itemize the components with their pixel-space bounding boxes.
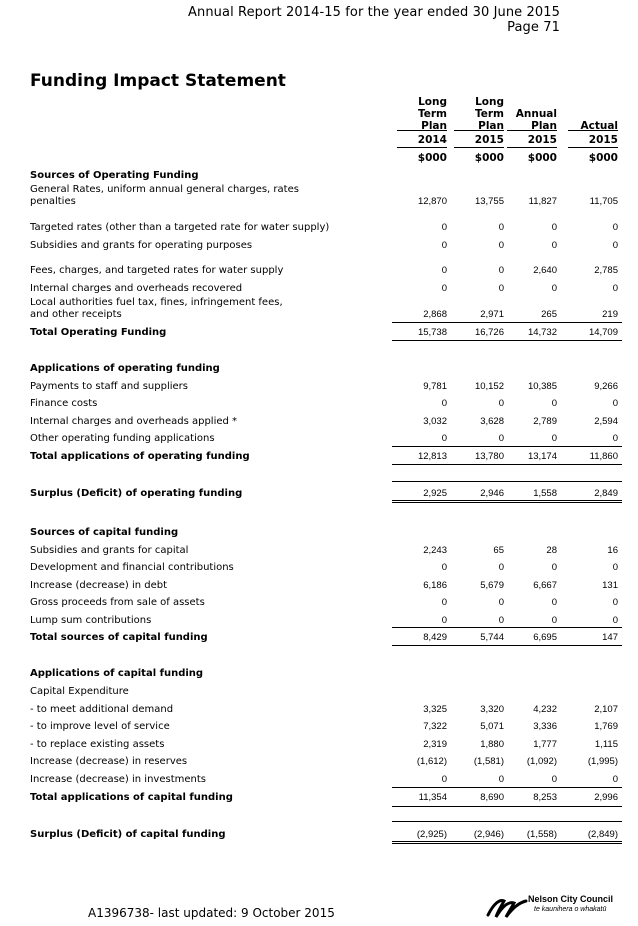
row-label: Payments to staff and suppliers bbox=[30, 381, 188, 392]
table-cell: 65 bbox=[493, 545, 504, 556]
total-rule bbox=[392, 340, 622, 341]
section-label: Total applications of capital funding bbox=[30, 792, 233, 803]
table-cell: 10,152 bbox=[474, 381, 504, 392]
table-cell: 12,813 bbox=[417, 451, 447, 462]
table-cell: (2,946) bbox=[473, 829, 504, 840]
table-cell: 0 bbox=[612, 597, 618, 608]
table-cell: 0 bbox=[498, 433, 504, 444]
row-label: Increase (decrease) in investments bbox=[30, 774, 206, 785]
row-label: Local authorities fuel tax, fines, infringement fees, and other receipts bbox=[30, 297, 283, 320]
surplus-double-rule bbox=[392, 502, 622, 503]
row-label: Gross proceeds from sale of assets bbox=[30, 597, 205, 608]
table-cell: 9,781 bbox=[423, 381, 447, 392]
section-label: Surplus (Deficit) of capital funding bbox=[30, 829, 226, 840]
table-cell: 0 bbox=[551, 398, 557, 409]
table-cell: 5,679 bbox=[480, 580, 504, 591]
table-cell: 0 bbox=[551, 562, 557, 573]
table-cell: 2,594 bbox=[594, 416, 618, 427]
heading-rule bbox=[397, 130, 447, 131]
table-cell: 0 bbox=[551, 283, 557, 294]
column-year: 2015 bbox=[588, 134, 618, 146]
table-cell: 14,732 bbox=[527, 327, 557, 338]
year-rule bbox=[454, 147, 504, 148]
table-cell: 16,726 bbox=[474, 327, 504, 338]
table-cell: 0 bbox=[498, 222, 504, 233]
surplus-double-rule bbox=[392, 500, 622, 501]
row-label: Increase (decrease) in debt bbox=[30, 580, 168, 591]
row-label: Finance costs bbox=[30, 398, 98, 409]
section-label: Total Operating Funding bbox=[30, 327, 167, 338]
section-label: Total sources of capital funding bbox=[30, 632, 208, 643]
year-rule bbox=[397, 147, 447, 148]
column-year: 2014 bbox=[417, 134, 447, 146]
table-cell: 16 bbox=[607, 545, 618, 556]
subtotal-rule bbox=[392, 787, 622, 788]
table-cell: 0 bbox=[612, 240, 618, 251]
table-cell: 0 bbox=[498, 240, 504, 251]
table-cell: 0 bbox=[551, 222, 557, 233]
table-cell: 2,640 bbox=[533, 265, 557, 276]
table-cell: (1,612) bbox=[416, 756, 447, 767]
table-cell: 0 bbox=[551, 240, 557, 251]
heading-rule bbox=[454, 130, 504, 131]
column-heading bbox=[452, 96, 504, 132]
table-cell: 0 bbox=[551, 615, 557, 626]
column-unit: $000 bbox=[417, 152, 447, 164]
table-cell: 0 bbox=[612, 433, 618, 444]
table-cell: 1,769 bbox=[594, 721, 618, 732]
table-cell: 0 bbox=[612, 398, 618, 409]
row-label: Increase (decrease) in reserves bbox=[30, 756, 188, 767]
table-cell: 5,744 bbox=[480, 632, 504, 643]
council-logo-icon bbox=[486, 895, 528, 919]
table-cell: 0 bbox=[441, 774, 447, 785]
table-cell: 1,558 bbox=[533, 488, 557, 499]
table-cell: 0 bbox=[498, 398, 504, 409]
table-cell: 8,690 bbox=[480, 792, 504, 803]
table-cell: 2,868 bbox=[423, 309, 447, 320]
row-label: Capital Expenditure bbox=[30, 686, 129, 697]
table-cell: (1,581) bbox=[473, 756, 504, 767]
table-cell: 7,322 bbox=[423, 721, 447, 732]
column-year: 2015 bbox=[527, 134, 557, 146]
table-cell: 0 bbox=[551, 433, 557, 444]
table-cell: 6,695 bbox=[533, 632, 557, 643]
table-cell: 13,755 bbox=[474, 196, 504, 207]
subtotal-rule bbox=[392, 446, 622, 447]
table-cell: 0 bbox=[441, 597, 447, 608]
table-cell: 28 bbox=[546, 545, 557, 556]
table-cell: 15,738 bbox=[417, 327, 447, 338]
section-label: Sources of Operating Funding bbox=[30, 170, 199, 181]
column-heading-line: Long bbox=[475, 96, 504, 108]
logo-tagline: te kaunihera o whakatū bbox=[534, 906, 607, 913]
row-label: Subsidies and grants for capital bbox=[30, 545, 189, 556]
table-cell: 2,243 bbox=[423, 545, 447, 556]
table-cell: 2,107 bbox=[594, 704, 618, 715]
table-cell: (1,558) bbox=[526, 829, 557, 840]
table-cell: 2,996 bbox=[594, 792, 618, 803]
subtotal-rule bbox=[392, 627, 622, 628]
column-heading-line: Actual bbox=[580, 120, 618, 132]
row-label: Fees, charges, and targeted rates for water supply bbox=[30, 265, 284, 276]
table-cell: 2,849 bbox=[594, 488, 618, 499]
table-cell: 8,253 bbox=[533, 792, 557, 803]
table-cell: 0 bbox=[498, 562, 504, 573]
table-cell: 219 bbox=[602, 309, 618, 320]
table-cell: 3,320 bbox=[480, 704, 504, 715]
total-rule bbox=[392, 464, 622, 465]
table-cell: 0 bbox=[441, 222, 447, 233]
table-cell: 1,880 bbox=[480, 739, 504, 750]
table-cell: 2,319 bbox=[423, 739, 447, 750]
table-cell: 0 bbox=[498, 597, 504, 608]
column-heading-line: Long bbox=[418, 96, 447, 108]
table-cell: 8,429 bbox=[423, 632, 447, 643]
table-cell: (1,995) bbox=[587, 756, 618, 767]
table-cell: 0 bbox=[441, 283, 447, 294]
table-cell: (2,849) bbox=[587, 829, 618, 840]
table-cell: 2,971 bbox=[480, 309, 504, 320]
table-cell: 0 bbox=[551, 597, 557, 608]
table-cell: 3,336 bbox=[533, 721, 557, 732]
section-label: Sources of capital funding bbox=[30, 527, 179, 538]
table-cell: 0 bbox=[612, 774, 618, 785]
surplus-double-rule bbox=[392, 841, 622, 842]
section-label: Applications of operating funding bbox=[30, 363, 220, 374]
table-cell: (2,925) bbox=[416, 829, 447, 840]
table-cell: 11,860 bbox=[589, 451, 618, 462]
table-cell: 0 bbox=[441, 240, 447, 251]
column-unit: $000 bbox=[527, 152, 557, 164]
table-cell: 11,827 bbox=[528, 196, 557, 207]
logo-name: Nelson City Council bbox=[528, 894, 614, 904]
table-cell: 5,071 bbox=[480, 721, 504, 732]
table-cell: 0 bbox=[498, 615, 504, 626]
column-heading-line: Plan bbox=[531, 120, 557, 132]
table-cell: 0 bbox=[612, 222, 618, 233]
row-label: Subsidies and grants for operating purposes bbox=[30, 240, 253, 251]
row-label: Other operating funding applications bbox=[30, 433, 215, 444]
column-heading-line: Term bbox=[417, 108, 447, 120]
section-label: Surplus (Deficit) of operating funding bbox=[30, 488, 243, 499]
column-heading-line: Annual bbox=[515, 108, 557, 120]
column-year: 2015 bbox=[474, 134, 504, 146]
page-number: Page 71 bbox=[507, 20, 560, 35]
total-rule bbox=[392, 645, 622, 646]
column-heading-line: Plan bbox=[478, 120, 504, 132]
table-cell: 0 bbox=[441, 265, 447, 276]
surplus-top-rule bbox=[392, 481, 622, 482]
table-cell: 0 bbox=[441, 398, 447, 409]
table-cell: 0 bbox=[612, 615, 618, 626]
table-cell: 2,946 bbox=[480, 488, 504, 499]
column-heading bbox=[395, 96, 447, 132]
row-label: Targeted rates (other than a targeted rate for water supply) bbox=[30, 222, 330, 233]
column-heading-line: Plan bbox=[421, 120, 447, 132]
report-title-line: Annual Report 2014-15 for the year ended 30 June 2015 bbox=[188, 5, 560, 20]
table-cell: 2,785 bbox=[594, 265, 618, 276]
document-reference: A1396738- last updated: 9 October 2015 bbox=[88, 906, 335, 920]
row-label: Internal charges and overheads recovered bbox=[30, 283, 243, 294]
row-label: - to replace existing assets bbox=[30, 739, 165, 750]
table-cell: 3,628 bbox=[480, 416, 504, 427]
surplus-top-rule bbox=[392, 821, 622, 822]
section-label: Applications of capital funding bbox=[30, 668, 204, 679]
year-rule bbox=[507, 147, 557, 148]
table-cell: 0 bbox=[498, 265, 504, 276]
table-cell: 0 bbox=[441, 433, 447, 444]
column-heading bbox=[505, 108, 557, 132]
surplus-double-rule bbox=[392, 843, 622, 844]
table-cell: 1,115 bbox=[594, 739, 618, 750]
table-cell: 147 bbox=[602, 632, 618, 643]
row-label: - to improve level of service bbox=[30, 721, 170, 732]
table-cell: 10,385 bbox=[527, 381, 557, 392]
column-unit: $000 bbox=[588, 152, 618, 164]
row-label: Internal charges and overheads applied * bbox=[30, 416, 238, 427]
table-cell: 131 bbox=[602, 580, 618, 591]
section-label: Total applications of operating funding bbox=[30, 451, 250, 462]
year-rule bbox=[568, 147, 618, 148]
table-cell: 0 bbox=[612, 562, 618, 573]
row-label: - to meet additional demand bbox=[30, 704, 174, 715]
council-logo bbox=[486, 894, 626, 920]
table-cell: 2,925 bbox=[423, 488, 447, 499]
row-label: Lump sum contributions bbox=[30, 615, 152, 626]
row-label: Development and financial contributions bbox=[30, 562, 234, 573]
row-label: General Rates, uniform annual general charges, rates penalties bbox=[30, 184, 299, 207]
table-cell: 13,780 bbox=[474, 451, 504, 462]
table-cell: 2,789 bbox=[533, 416, 557, 427]
table-cell: (1,092) bbox=[526, 756, 557, 767]
table-cell: 3,325 bbox=[423, 704, 447, 715]
table-cell: 9,266 bbox=[594, 381, 618, 392]
heading-rule bbox=[507, 130, 557, 131]
page-title: Funding Impact Statement bbox=[30, 71, 286, 91]
table-cell: 6,667 bbox=[533, 580, 557, 591]
table-cell: 0 bbox=[612, 283, 618, 294]
table-cell: 6,186 bbox=[423, 580, 447, 591]
table-cell: 0 bbox=[441, 615, 447, 626]
table-cell: 1,777 bbox=[533, 739, 557, 750]
table-cell: 11,705 bbox=[589, 196, 618, 207]
table-cell: 3,032 bbox=[423, 416, 447, 427]
column-unit: $000 bbox=[474, 152, 504, 164]
table-cell: 0 bbox=[441, 562, 447, 573]
table-cell: 13,174 bbox=[527, 451, 557, 462]
table-cell: 12,870 bbox=[417, 196, 447, 207]
table-cell: 0 bbox=[498, 774, 504, 785]
table-cell: 4,232 bbox=[533, 704, 557, 715]
table-cell: 0 bbox=[498, 283, 504, 294]
table-cell: 11,354 bbox=[418, 792, 447, 803]
table-cell: 265 bbox=[541, 309, 557, 320]
total-rule bbox=[392, 806, 622, 807]
table-cell: 0 bbox=[551, 774, 557, 785]
subtotal-rule bbox=[392, 322, 622, 323]
column-heading-line: Term bbox=[474, 108, 504, 120]
table-cell: 14,709 bbox=[588, 327, 618, 338]
heading-rule bbox=[568, 130, 618, 131]
